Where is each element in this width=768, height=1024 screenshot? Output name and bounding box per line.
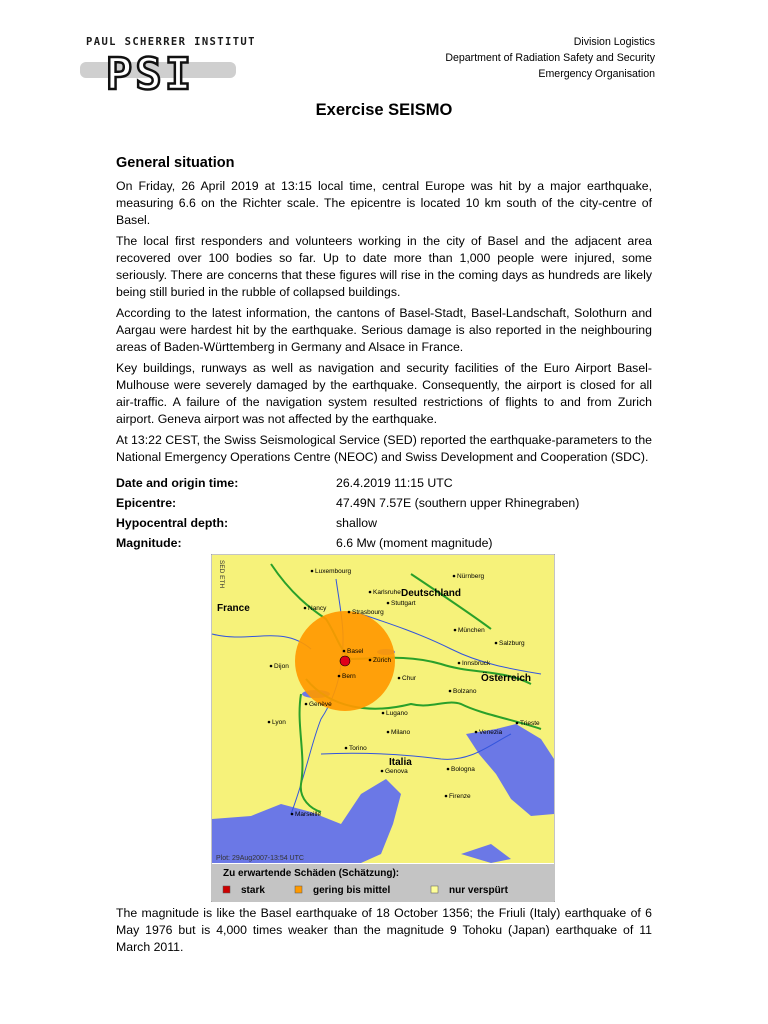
country-label: Österreich — [481, 673, 532, 684]
city-label: Nürnberg — [457, 573, 485, 580]
city-label: Trieste — [520, 720, 540, 727]
city-label: Luxembourg — [315, 568, 352, 575]
city-dot — [291, 813, 294, 816]
city-dot — [458, 662, 461, 665]
city-dot — [304, 607, 307, 610]
city-dot — [387, 602, 390, 605]
fact-row — [116, 493, 656, 513]
fact-label: Magnitude: — [116, 536, 182, 550]
org-department: Department of Radiation Safety and Security — [445, 52, 655, 64]
fact-label: Epicentre: — [116, 496, 177, 510]
city-dot — [453, 575, 456, 578]
paragraph: The local first responders and volunteers working in the city of Basel and the adjacent area recovered over 100 bodies so far. Up to date more than 1,000 people were injured, some seriously. There are concerns that these figures will rise in the coming days as hundreds are likely being still buried in the rubble of collapsed buildings. — [116, 234, 652, 299]
city-dot — [369, 591, 372, 594]
city-dot — [454, 629, 457, 632]
city-dot — [475, 731, 478, 734]
city-dot — [305, 703, 308, 706]
city-label: Lugano — [386, 710, 408, 717]
city-label: Venezia — [479, 729, 503, 736]
city-label: Zürich — [373, 657, 392, 664]
earthquake-impact-map — [211, 554, 555, 902]
paragraph: On Friday, 26 April 2019 at 13:15 local time, central Europe was hit by a major earthquake, measuring 6.6 on the Richter scale. The epicentre is located 10 km south of the city-centre of Basel. — [116, 179, 652, 227]
psi-logo-text: PSI — [105, 49, 195, 94]
document-title: Exercise SEISMO — [315, 101, 453, 119]
city-dot — [445, 795, 448, 798]
fact-value: 26.4.2019 11:15 UTC — [336, 476, 453, 490]
legend-label: stark — [241, 885, 265, 896]
city-label: Salzburg — [499, 640, 525, 647]
fact-row — [116, 533, 656, 553]
city-dot — [516, 722, 519, 725]
city-dot — [495, 642, 498, 645]
legend-label: gering bis mittel — [313, 885, 391, 896]
city-dot — [449, 690, 452, 693]
closing-paragraph: The magnitude is like the Basel earthquake of 18 October 1356; the Friuli (Italy) earthquake of 6 May 1976 but is 4,000 times weaker than the magnitude 9 Tohoku (Japan) earthquake of 11 March 2011. — [116, 906, 652, 954]
org-block — [445, 34, 655, 82]
city-label: Torino — [349, 745, 367, 752]
country-label: France — [217, 603, 250, 614]
city-label: Genève — [309, 701, 332, 708]
city-dot — [338, 675, 341, 678]
city-dot — [348, 611, 351, 614]
fact-row — [116, 513, 656, 533]
city-dot — [381, 770, 384, 773]
city-label: Karlsruhe — [373, 589, 401, 596]
legend-title: Zu erwartende Schäden (Schätzung): — [223, 868, 400, 879]
legend-swatch — [431, 886, 438, 893]
city-label: Dijon — [274, 663, 289, 670]
body-text — [116, 178, 652, 470]
country-label: Deutschland — [401, 588, 462, 599]
org-unit: Emergency Organisation — [538, 68, 655, 80]
city-label: Nancy — [308, 605, 327, 612]
map-corner-tag: SED ETH — [218, 560, 225, 589]
org-division: Division Logistics — [573, 36, 655, 48]
fact-value: shallow — [336, 516, 378, 530]
city-dot — [268, 721, 271, 724]
city-dot — [311, 570, 314, 573]
city-label: Bern — [342, 673, 356, 680]
institute-name: PAUL SCHERRER INSTITUT — [86, 36, 256, 48]
country-label: Italia — [389, 757, 412, 768]
section-heading: General situation — [116, 155, 235, 171]
paragraph: Key buildings, runways as well as navigation and security facilities of the Euro Airport Basel-Mulhouse were severely damaged by the earthquake. Consequently, the airport is closed for all air-traffic. A failure of the navigation system resulted restrictions of flights to and from Zurich airport. Geneva airport was not affected by the earthquake. — [116, 361, 652, 426]
city-label: Lyon — [272, 719, 286, 726]
paragraph: At 13:22 CEST, the Swiss Seismological Service (SED) reported the earthquake-parameters to the National Emergency Operations Centre (NEOC) and Swiss Development and Cooperation (SDC). — [116, 433, 652, 464]
city-dot — [447, 768, 450, 771]
epicentre-marker — [340, 656, 350, 666]
city-label: Basel — [347, 648, 364, 655]
psi-logo — [80, 36, 240, 94]
city-label: Bolzano — [453, 688, 477, 695]
fact-label: Hypocentral depth: — [116, 516, 229, 530]
city-dot — [382, 712, 385, 715]
city-label: Strasbourg — [352, 609, 384, 616]
city-dot — [345, 747, 348, 750]
city-label: Genova — [385, 768, 408, 775]
city-dot — [369, 659, 372, 662]
legend-swatch — [295, 886, 302, 893]
fact-value: 47.49N 7.57E (southern upper Rhinegraben) — [336, 496, 580, 510]
fact-label: Date and origin time: — [116, 476, 239, 490]
legend-swatch — [223, 886, 230, 893]
city-label: München — [458, 627, 485, 634]
paragraph: According to the latest information, the cantons of Basel-Stadt, Basel-Landschaft, Solothurn and Aargau were hardest hit by the earthquake. Serious damage is also reported in the neighbouring areas of Baden-Württemberg in Germany and Alsace in France. — [116, 306, 652, 354]
city-label: Firenze — [449, 793, 471, 800]
city-label: Marseille — [295, 811, 322, 818]
city-dot — [387, 731, 390, 734]
city-label: Milano — [391, 729, 411, 736]
city-label: Stuttgart — [391, 600, 416, 607]
fact-row — [116, 473, 656, 493]
city-label: Chur — [402, 675, 417, 682]
city-dot — [398, 677, 401, 680]
city-label: Innsbruck — [462, 660, 491, 667]
earthquake-facts — [116, 473, 656, 553]
city-label: Bologna — [451, 766, 475, 773]
fact-value: 6.6 Mw (moment magnitude) — [336, 536, 493, 550]
map-plot-stamp: Plot: 29Aug2007-13:54 UTC — [216, 855, 304, 862]
city-dot — [270, 665, 273, 668]
city-dot — [343, 650, 346, 653]
legend-label: nur verspürt — [449, 885, 508, 896]
